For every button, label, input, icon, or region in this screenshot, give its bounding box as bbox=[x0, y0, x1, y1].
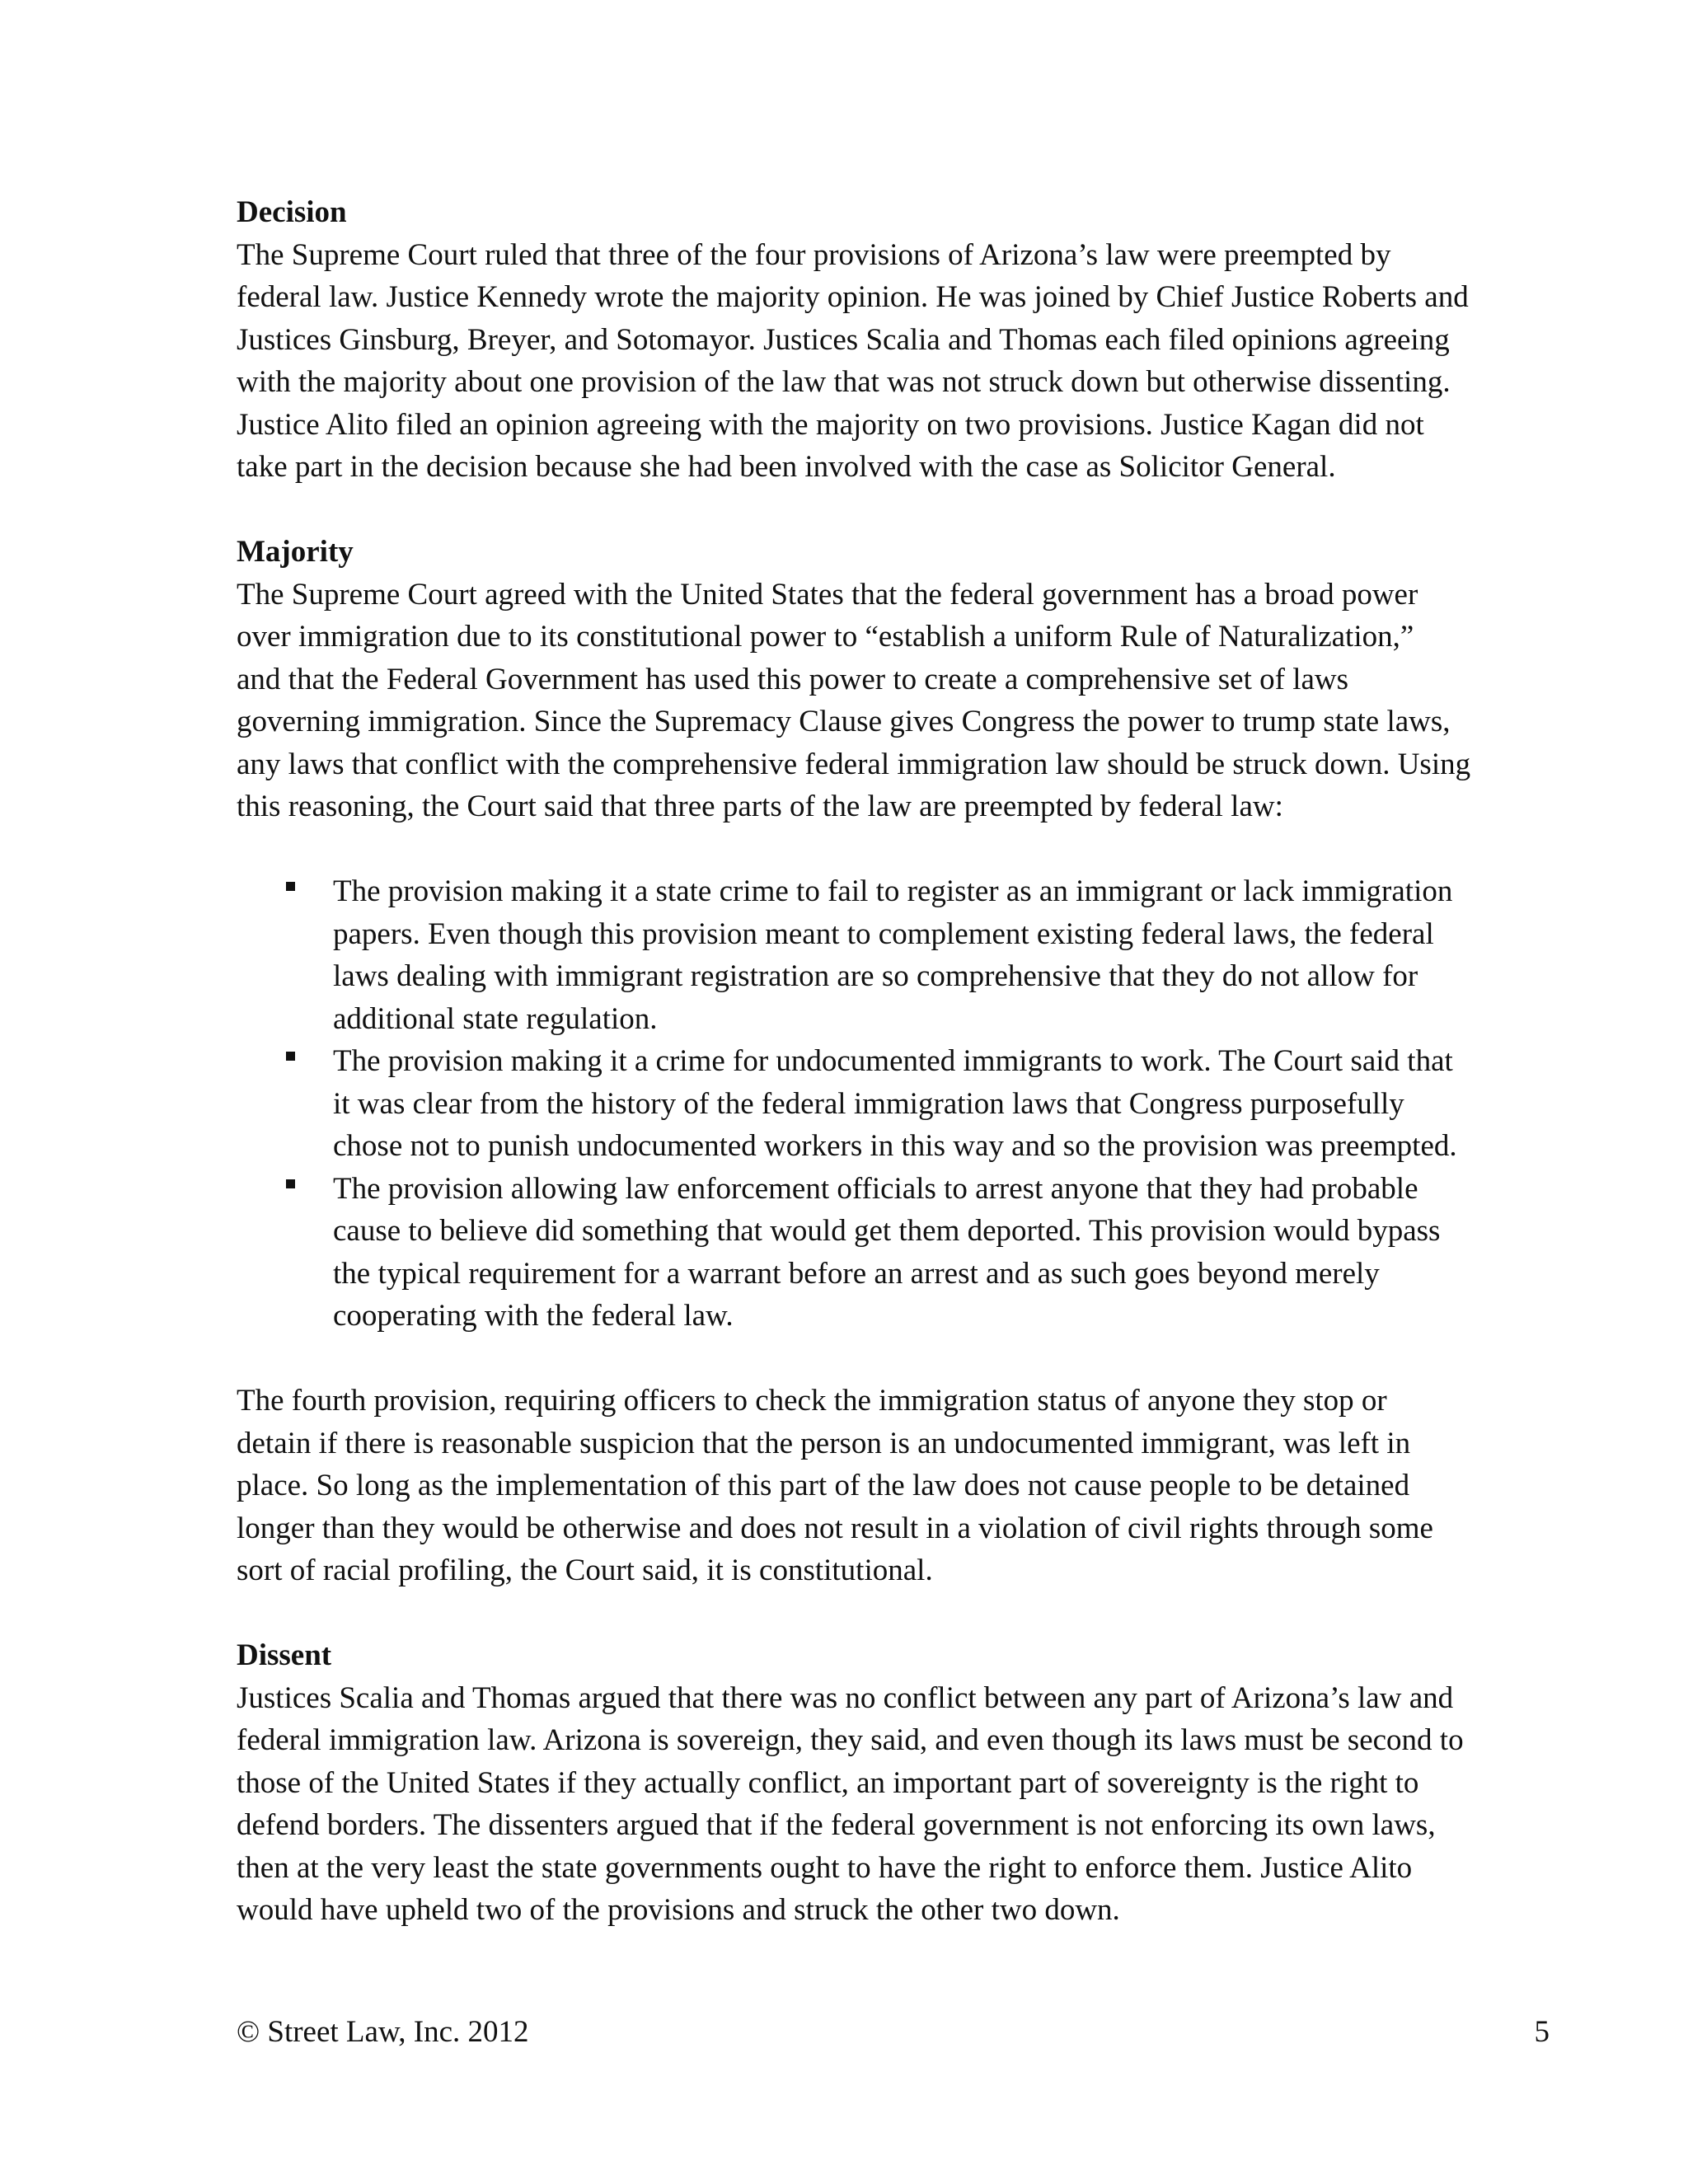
majority-line: over immigration due to its constitutional power to “establish a uniform Rule of Naturalization,” bbox=[237, 620, 1414, 654]
square-bullet-icon bbox=[286, 882, 295, 891]
majority-line: any laws that conflict with the comprehensive federal immigration law should be struck down. Using bbox=[237, 747, 1471, 781]
decision-section bbox=[237, 191, 1522, 489]
majority-heading: Majority bbox=[237, 535, 354, 569]
decision-line: Justice Alito filed an opinion agreeing with the majority on two provisions. Justice Kagan did not bbox=[237, 407, 1424, 442]
paragraph-gap bbox=[237, 1592, 1522, 1635]
square-bullet-icon bbox=[286, 1179, 295, 1188]
majority-line: The Supreme Court agreed with the United States that the federal government has a broad power bbox=[237, 577, 1418, 612]
closing-line: detain if there is reasonable suspicion that the person is an undocumented immigrant, was left in bbox=[237, 1426, 1411, 1460]
dissent-line: defend borders. The dissenters argued that if the federal government is not enforcing its own laws, bbox=[237, 1808, 1436, 1842]
closing-line: sort of racial profiling, the Court said, it is constitutional. bbox=[237, 1554, 933, 1587]
decision-line: Justices Ginsburg, Breyer, and Sotomayor. Justices Scalia and Thomas each filed opinions agreeing bbox=[237, 322, 1450, 357]
bullet-item bbox=[237, 1168, 1522, 1338]
bullet-line: laws dealing with immigrant registration are so comprehensive that they do not allow for bbox=[333, 959, 1418, 993]
dissent-line: then at the very least the state governments ought to have the right to enforce them. Justice Alito bbox=[237, 1850, 1413, 1885]
bullet-line: it was clear from the history of the federal immigration laws that Congress purposefully bbox=[333, 1086, 1404, 1121]
dissent-line: would have upheld two of the provisions and struck the other two down. bbox=[237, 1893, 1120, 1927]
dissent-section bbox=[237, 1634, 1522, 1932]
decision-line: with the majority about one provision of the law that was not struck down but otherwise dissenting. bbox=[237, 365, 1451, 399]
closing-line: place. So long as the implementation of this part of the law does not cause people to be detained bbox=[237, 1469, 1410, 1502]
bullet-line: The provision making it a state crime to fail to register as an immigrant or lack immigration bbox=[333, 874, 1453, 908]
bullet-item bbox=[237, 1040, 1522, 1168]
dissent-line: those of the United States if they actually conflict, an important part of sovereignty is the right to bbox=[237, 1765, 1419, 1800]
closing-line: longer than they would be otherwise and does not result in a violation of civil rights through some bbox=[237, 1511, 1433, 1545]
bullet-item bbox=[237, 870, 1522, 1040]
decision-line: The Supreme Court ruled that three of the four provisions of Arizona’s law were preempted by bbox=[237, 237, 1391, 272]
square-bullet-icon bbox=[286, 1052, 295, 1061]
majority-section bbox=[237, 531, 1522, 1592]
majority-line: and that the Federal Government has used this power to create a comprehensive set of laws bbox=[237, 662, 1349, 696]
bullet-line: chose not to punish undocumented workers in this way and so the provision was preempted. bbox=[333, 1129, 1457, 1163]
footer-copyright: © Street Law, Inc. 2012 bbox=[237, 2015, 529, 2049]
bullet-line: papers. Even though this provision meant to complement existing federal laws, the federal bbox=[333, 916, 1434, 951]
majority-line: this reasoning, the Court said that three parts of the law are preempted by federal law: bbox=[237, 790, 1283, 823]
majority-line: governing immigration. Since the Supremacy Clause gives Congress the power to trump state laws, bbox=[237, 705, 1451, 738]
paragraph-gap bbox=[237, 489, 1522, 532]
closing-line: The fourth provision, requiring officers to check the immigration status of anyone they stop or bbox=[237, 1384, 1387, 1418]
bullet-line: additional state regulation. bbox=[333, 1001, 658, 1036]
bullet-line: The provision allowing law enforcement officials to arrest anyone that they had probable bbox=[333, 1171, 1418, 1206]
page-number: 5 bbox=[1534, 2015, 1550, 2049]
bullet-line: The provision making it a crime for undocumented immigrants to work. The Court said that bbox=[333, 1044, 1453, 1078]
dissent-line: Justices Scalia and Thomas argued that there was no conflict between any part of Arizona’s law and bbox=[237, 1680, 1454, 1715]
bullet-line: cooperating with the federal law. bbox=[333, 1299, 734, 1333]
decision-line: federal law. Justice Kennedy wrote the majority opinion. He was joined by Chief Justice Roberts and bbox=[237, 280, 1469, 314]
decision-line: take part in the decision because she had been involved with the case as Solicitor General. bbox=[237, 450, 1336, 484]
dissent-line: federal immigration law. Arizona is sovereign, they said, and even though its laws must be second to bbox=[237, 1723, 1464, 1757]
document-page bbox=[237, 191, 1522, 1932]
bullet-line: the typical requirement for a warrant before an arrest and as such goes beyond merely bbox=[333, 1256, 1380, 1291]
decision-heading: Decision bbox=[237, 195, 347, 229]
dissent-heading: Dissent bbox=[237, 1638, 332, 1672]
paragraph-gap bbox=[237, 828, 1522, 871]
bullet-line: cause to believe did something that would get them deported. This provision would bypass bbox=[333, 1214, 1441, 1248]
provisions-bullet-list bbox=[237, 870, 1522, 1338]
paragraph-gap bbox=[237, 1338, 1522, 1380]
